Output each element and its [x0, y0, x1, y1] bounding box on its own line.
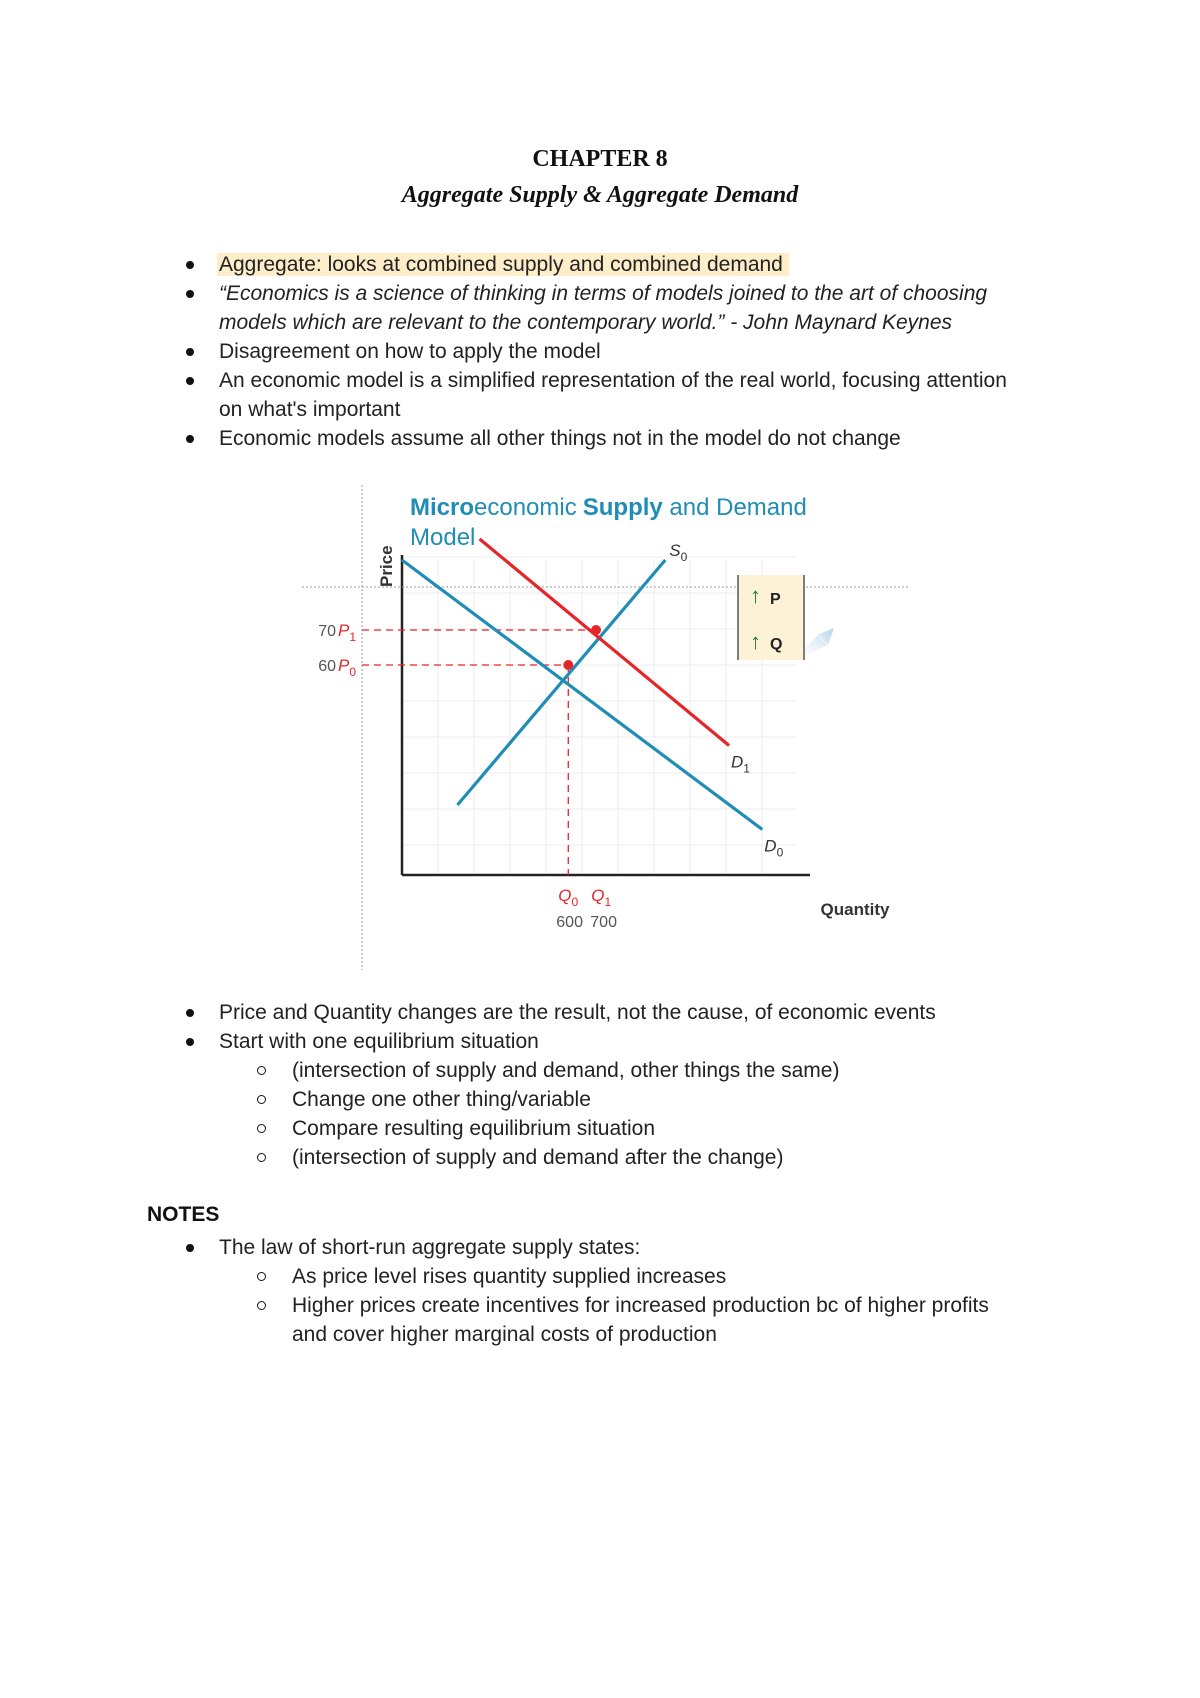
list-item: Disagreement on how to apply the model: [0, 337, 1079, 366]
supply-demand-chart: [300, 485, 910, 970]
quantity-value-label: 600: [556, 914, 583, 931]
price-level-subscript: 1: [349, 630, 357, 644]
sub-list-item: Compare resulting equilibrium situation: [0, 1114, 1082, 1143]
notes-list: [0, 1233, 1200, 1349]
item-line: and cover higher marginal costs of production: [292, 1323, 717, 1346]
quantity-label: $Q_1$: [591, 886, 612, 909]
curve-label-subscript: 1: [743, 761, 750, 776]
bullet-list-middle: [0, 998, 1200, 1172]
price-level-label: $P_1$: [338, 621, 357, 644]
sub-list-item: As price level rises quantity supplied increases: [0, 1262, 1082, 1291]
quantity-label-subscript: 0: [571, 895, 579, 909]
list-item: [0, 250, 1079, 279]
curve-label: $D_1$: [731, 752, 750, 776]
quote-line: “Economics is a science of thinking in terms of models joined to the art of choosing: [219, 282, 988, 305]
price-level-label: $P_0$: [338, 656, 357, 679]
list-item: Economic models assume all other things not in the model do not change: [0, 424, 1079, 453]
legend-arrow-up-icon: ↑: [750, 629, 761, 654]
list-item: Price and Quantity changes are the result, not the cause, of economic events: [0, 998, 1079, 1027]
sub-list-item: [0, 1291, 1082, 1349]
x-axis-label: Quantity: [820, 900, 890, 919]
chapter-subtitle: Aggregate Supply & Aggregate Demand: [401, 182, 799, 208]
curve-label: $S_0$: [669, 541, 688, 564]
equilibrium-point-e0: [563, 660, 573, 670]
curve-label: $D_0$: [764, 836, 784, 860]
y-axis-label: Price: [377, 545, 396, 587]
item-line: on what's important: [219, 398, 401, 421]
price-value-label: 60: [318, 658, 336, 675]
quantity-label-subscript: 1: [604, 895, 612, 909]
quote-line: models which are relevant to the contemporary world.” - John Maynard Keynes: [219, 311, 953, 334]
chart-title-line2: Model: [410, 524, 476, 551]
highlighted-text: Aggregate: looks at combined supply and combined demand: [217, 253, 789, 276]
list-item: The law of short-run aggregate supply states:: [0, 1233, 1079, 1262]
quantity-value-label: 700: [590, 914, 617, 931]
notes-heading: NOTES: [147, 1203, 220, 1226]
curve-s0: [457, 560, 665, 805]
legend-label: Q: [770, 636, 783, 653]
equilibrium-point-e1: [591, 625, 601, 635]
sub-list-item: (intersection of supply and demand, other things the same): [0, 1056, 1082, 1085]
item-line: Higher prices create incentives for increased production bc of higher profits: [292, 1294, 989, 1317]
sub-list-item: (intersection of supply and demand after the change): [0, 1143, 1082, 1172]
legend-label: P: [770, 591, 781, 608]
equilibrium-guides: [362, 630, 596, 875]
list-item: [0, 279, 1079, 337]
chart-marks: [318, 621, 617, 931]
curve-d1: [480, 539, 729, 746]
price-level-subscript: 0: [349, 665, 357, 679]
legend-arrow-up-icon: ↑: [750, 583, 761, 608]
item-line: An economic model is a simplified representation of the real world, focusing attention: [219, 369, 1007, 392]
sub-list-item: Change one other thing/variable: [0, 1085, 1082, 1114]
chart-title: Microeconomic Supply and Demand: [410, 494, 807, 521]
chart-svg: [300, 485, 910, 970]
list-item: [0, 366, 1079, 424]
curve-label-subscript: 0: [776, 845, 784, 860]
quantity-label: $Q_0$: [558, 886, 579, 909]
chapter-title: CHAPTER 8: [532, 146, 668, 172]
chart-legend: [738, 575, 804, 660]
price-value-label: 70: [318, 623, 336, 640]
list-item: Start with one equilibrium situation: [0, 1027, 1079, 1056]
bullet-list-top: [0, 250, 1200, 453]
curve-label-subscript: 0: [680, 550, 688, 564]
